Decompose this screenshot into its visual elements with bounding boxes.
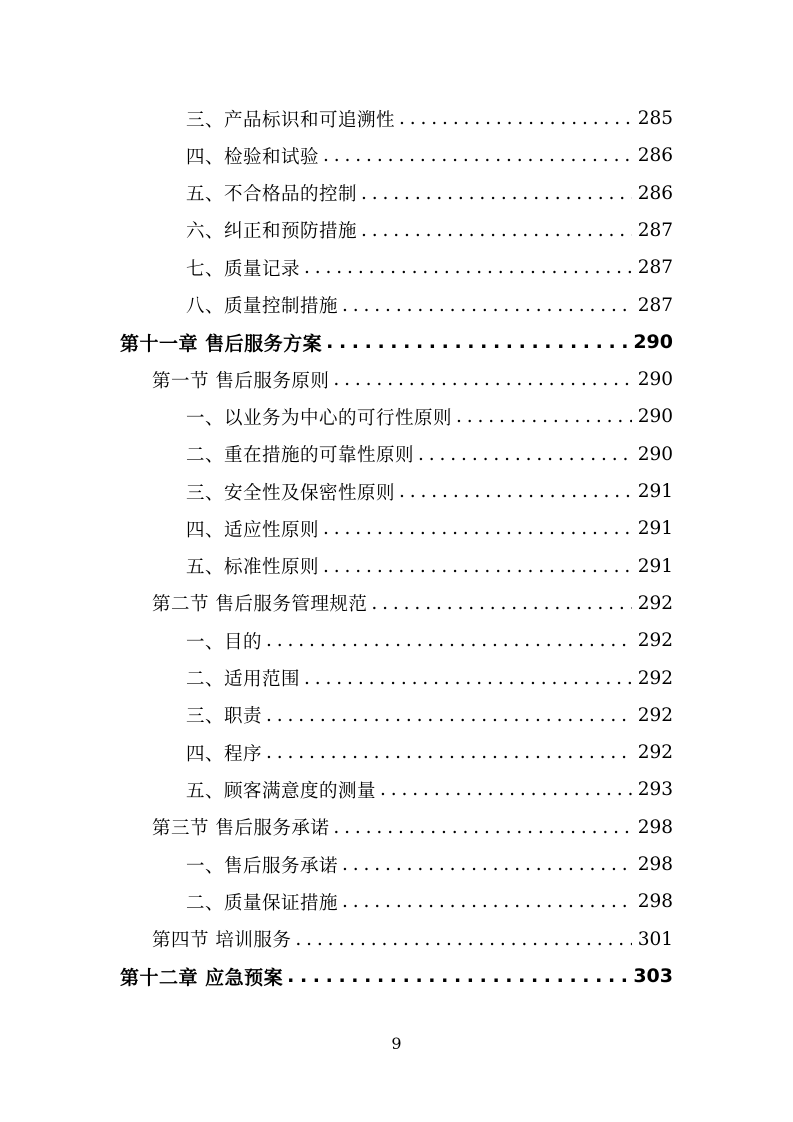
toc-dot-leader: [323, 518, 632, 539]
toc-entry-section[interactable]: [152, 585, 673, 622]
toc-entry-item[interactable]: [186, 137, 673, 174]
toc-entry-page: 291: [637, 518, 673, 540]
toc-entry-page: 290: [637, 369, 673, 391]
toc-dot-leader: [333, 369, 631, 390]
toc-entry-item[interactable]: [186, 100, 673, 137]
toc-entry-item[interactable]: [186, 622, 673, 659]
toc-entry-item[interactable]: [186, 883, 673, 920]
toc-entry-title: 五、不合格品的控制: [186, 184, 358, 206]
toc-entry-item[interactable]: [186, 697, 673, 734]
toc-entry-title: 四、适应性原则: [186, 519, 320, 541]
toc-entry-title: 二、质量保证措施: [186, 892, 339, 914]
toc-entry-item[interactable]: [186, 436, 673, 473]
toc-entry-page: 286: [637, 145, 673, 167]
toc-entry-title: 第十一章 售后服务方案: [120, 332, 323, 355]
toc-entry-section[interactable]: [152, 921, 673, 958]
toc-dot-leader: [326, 331, 627, 353]
toc-entry-page: 290: [633, 331, 673, 354]
toc-entry-page: 287: [637, 257, 673, 279]
toc-dot-leader: [287, 965, 627, 987]
toc-dot-leader: [304, 668, 632, 689]
toc-entry-title: 八、质量控制措施: [186, 296, 339, 317]
toc-dot-leader: [295, 929, 631, 950]
toc-entry-title: 二、重在措施的可靠性原则: [186, 445, 415, 467]
toc-entry-item[interactable]: [186, 660, 673, 697]
toc-entry-page: 293: [637, 779, 673, 801]
toc-entry-title: 二、适用范围: [186, 669, 301, 690]
toc-dot-leader: [371, 593, 631, 614]
toc-entry-page: 292: [637, 742, 673, 764]
toc-entry-page: 291: [637, 481, 673, 502]
toc-entry-page: 292: [637, 704, 673, 726]
toc-dot-leader: [399, 481, 632, 502]
toc-entry-page: 298: [637, 816, 673, 838]
toc-entry-title: 五、标准性原则: [186, 557, 320, 579]
toc-entry-title: 三、安全性及保密性原则: [186, 482, 396, 504]
toc-dot-leader: [380, 779, 632, 800]
toc-entry-item[interactable]: [186, 473, 673, 510]
toc-dot-leader: [342, 854, 632, 875]
toc-dot-leader: [342, 891, 632, 912]
toc-dot-leader: [456, 406, 632, 427]
toc-entry-chapter[interactable]: [120, 324, 673, 361]
toc-entry-section[interactable]: [152, 809, 673, 846]
toc-entry-item[interactable]: [186, 510, 673, 547]
toc-entry-page: 286: [637, 182, 673, 204]
toc-dot-leader: [323, 556, 632, 577]
toc-dot-leader: [342, 295, 632, 316]
toc-dot-leader: [304, 257, 632, 278]
toc-entry-title: 七、质量记录: [186, 258, 301, 280]
toc-entry-item[interactable]: [186, 734, 673, 771]
toc-entry-item[interactable]: [186, 846, 673, 883]
toc-entry-title: 三、职责: [186, 706, 263, 728]
toc-entry-title: 一、目的: [186, 631, 263, 653]
toc-entry-page: 287: [637, 294, 673, 316]
toc-entry-page: 301: [637, 928, 673, 950]
toc-dot-leader: [323, 145, 632, 166]
toc-entry-page: 298: [637, 891, 673, 913]
toc-entry-title: 三、产品标识和可追溯性: [186, 109, 396, 131]
page-number: 9: [391, 1034, 402, 1053]
toc-entry-title: 一、以业务为中心的可行性原则: [186, 407, 453, 429]
toc-entry-item[interactable]: [186, 175, 673, 212]
toc-entry-title: 第二节 售后服务管理规范: [152, 594, 368, 616]
toc-entry-title: 四、程序: [186, 743, 263, 765]
toc-entry-page: 292: [637, 592, 673, 614]
toc-entry-item[interactable]: [186, 249, 673, 286]
toc-dot-leader: [361, 183, 632, 204]
toc-dot-leader: [333, 817, 631, 838]
toc-entry-title: 一、售后服务承诺: [186, 855, 339, 877]
toc-entry-page: 303: [633, 965, 673, 988]
toc-entry-title: 第一节 售后服务原则: [152, 370, 330, 392]
toc-dot-leader: [361, 220, 632, 241]
toc-entry-title: 第三节 售后服务承诺: [152, 818, 330, 840]
toc-dot-leader: [266, 742, 632, 763]
toc-entry-page: 287: [637, 219, 673, 241]
toc-entry-item[interactable]: [186, 212, 673, 249]
toc-entry-item[interactable]: [186, 771, 673, 808]
toc-dot-leader: [266, 630, 632, 651]
toc-dot-leader: [266, 705, 632, 726]
toc-entry-section[interactable]: [152, 361, 673, 398]
toc-entry-title: 第四节 培训服务: [152, 930, 292, 952]
toc-entry-page: 298: [637, 854, 673, 875]
toc-entry-item[interactable]: [186, 398, 673, 435]
toc-entry-chapter[interactable]: [120, 958, 673, 995]
toc-entry-title: 六、纠正和预防措施: [186, 221, 358, 243]
toc-entry-title: 四、检验和试验: [186, 146, 320, 168]
toc-dot-leader: [399, 108, 632, 129]
toc-entry-item[interactable]: [186, 287, 673, 324]
toc-dot-leader: [418, 444, 632, 465]
toc-entry-page: 290: [637, 443, 673, 465]
toc-entry-title: 五、顾客满意度的测量: [186, 780, 377, 802]
toc-entry-page: 285: [637, 108, 673, 129]
toc-entry-item[interactable]: [186, 548, 673, 585]
toc-entry-title: 第十二章 应急预案: [120, 966, 284, 989]
toc-entry-page: 291: [637, 555, 673, 577]
toc-entry-page: 290: [637, 406, 673, 428]
toc-entry-page: 292: [637, 630, 673, 652]
toc-entry-page: 292: [637, 667, 673, 689]
